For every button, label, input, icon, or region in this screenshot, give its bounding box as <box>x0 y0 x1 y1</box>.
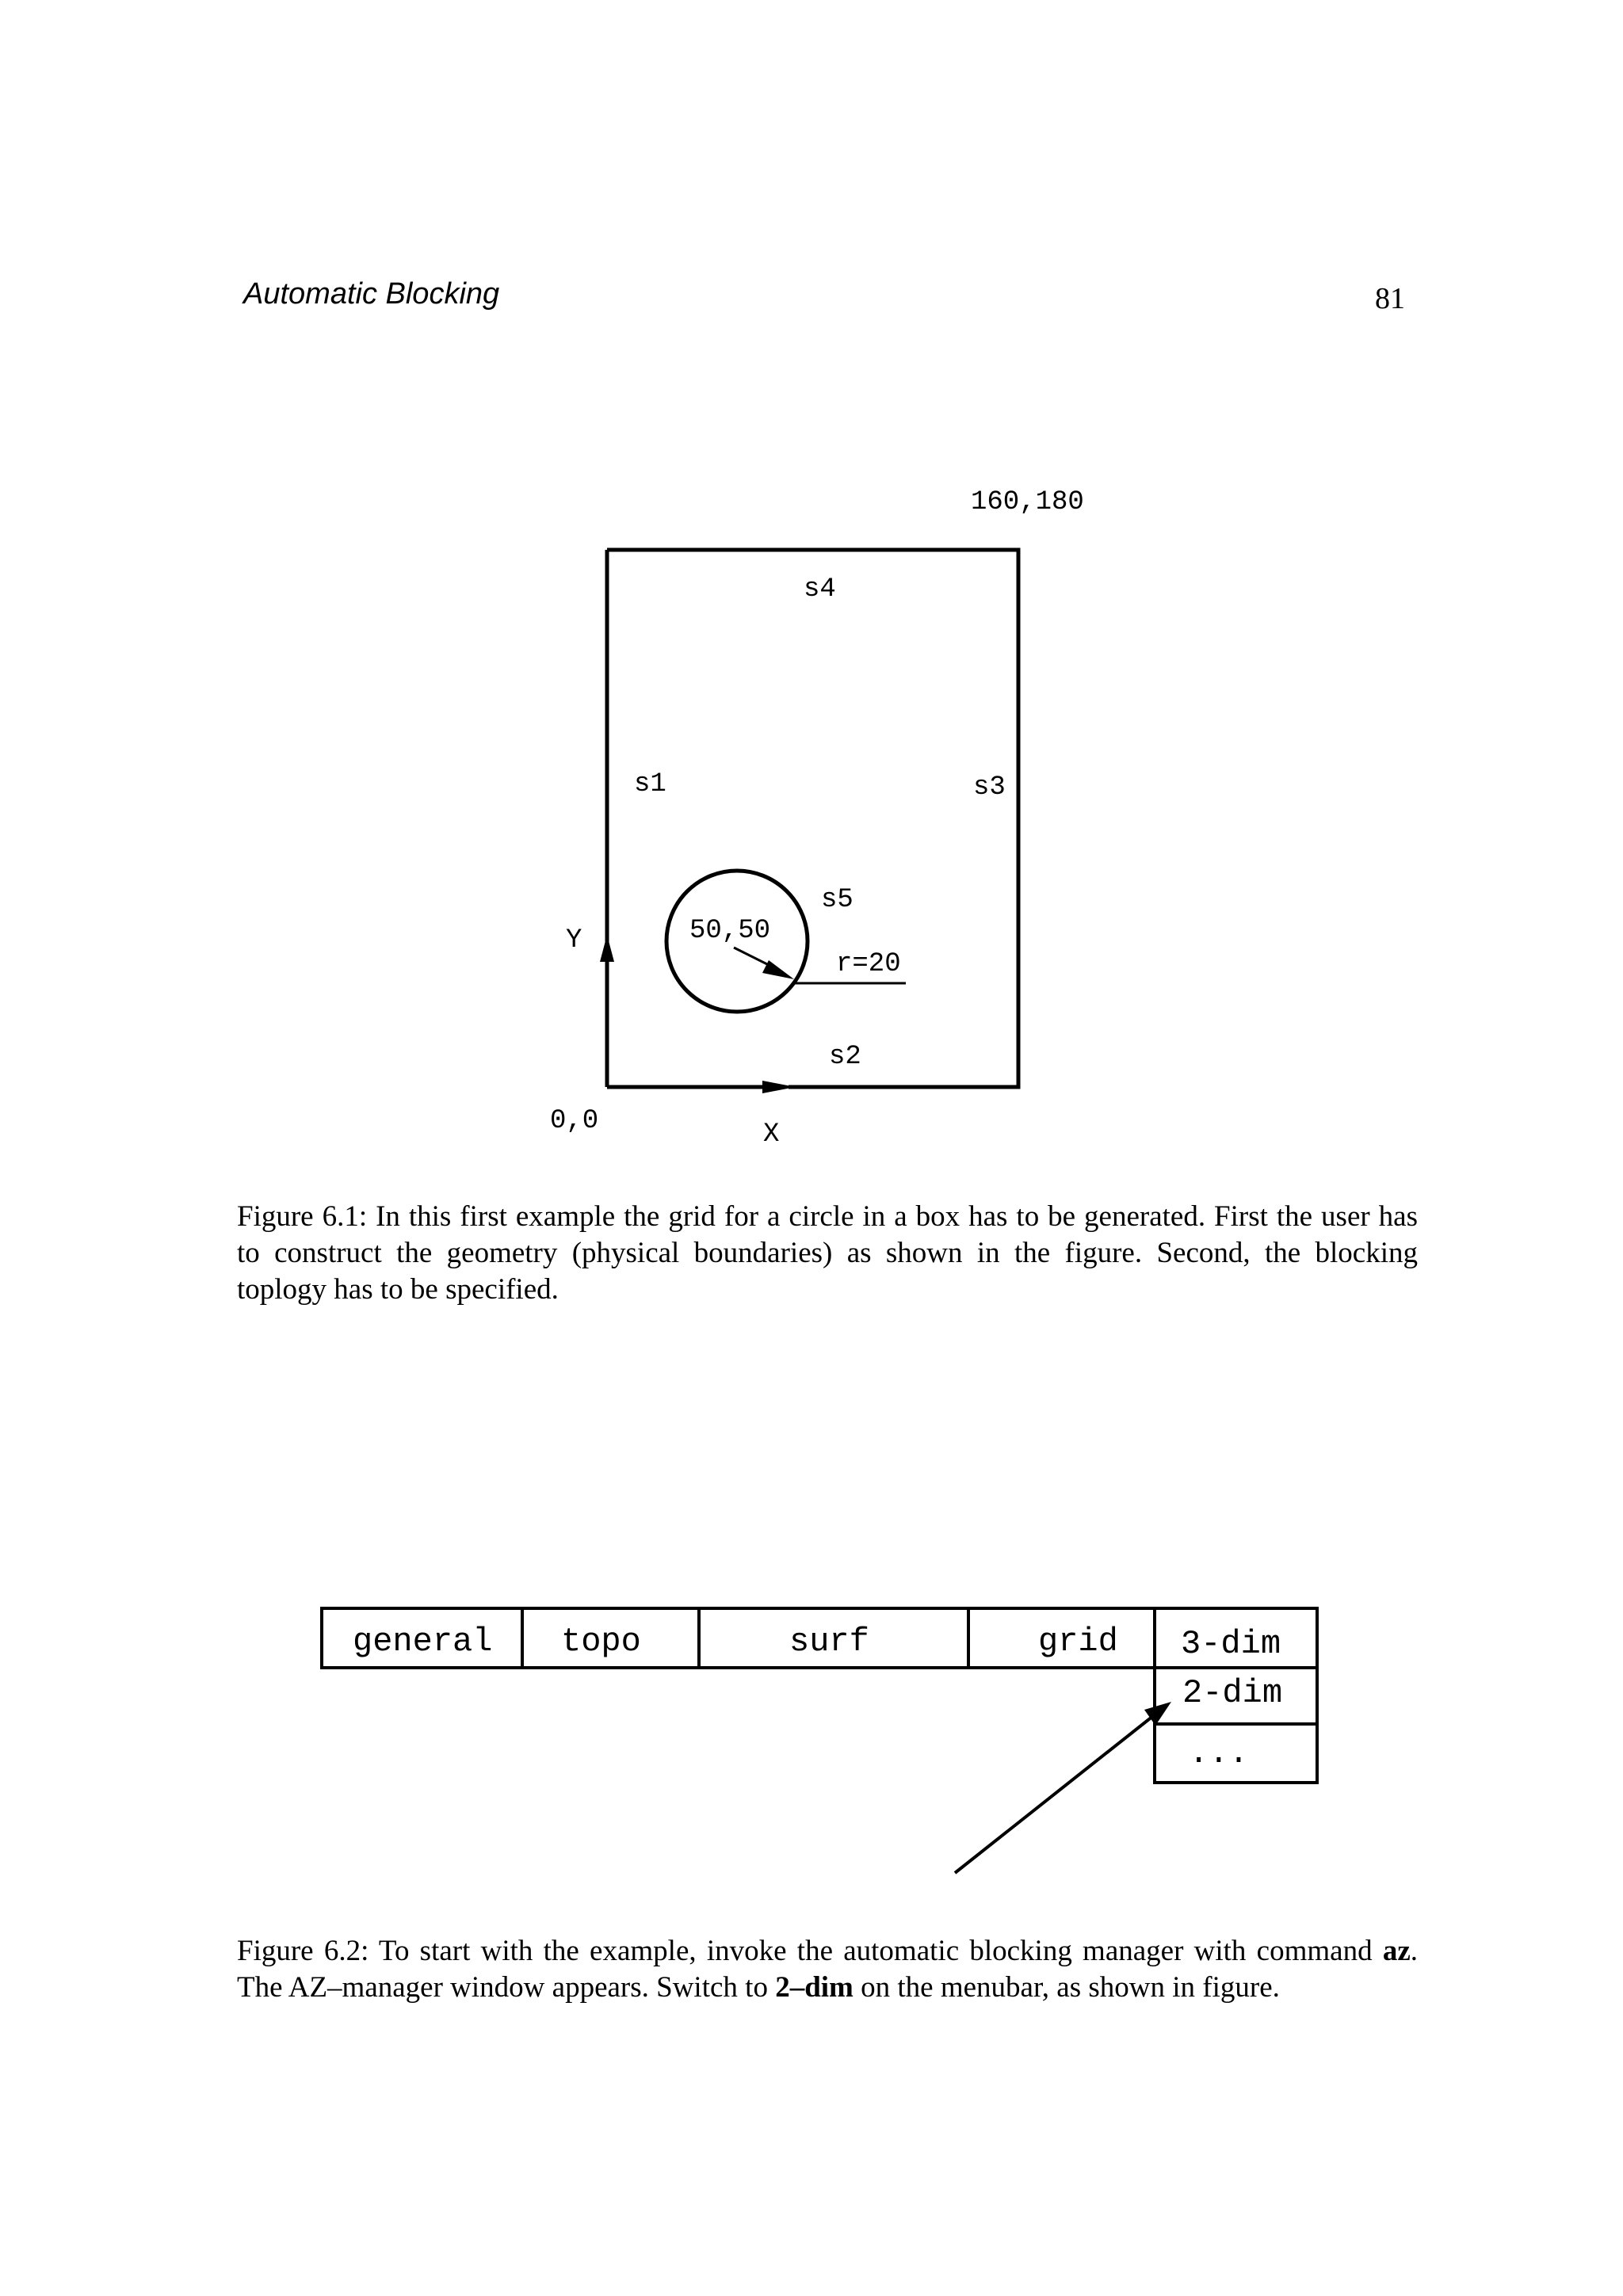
menu-topo[interactable]: topo <box>561 1623 641 1661</box>
caption-text-2: . The AZ–manager window appears. Switch to <box>237 1935 1418 2004</box>
caption-command: az <box>1382 1935 1411 1967</box>
running-header: Automatic Blocking <box>243 277 500 311</box>
label-s1: s1 <box>634 769 666 799</box>
figure-6-1-caption: Figure 6.1: In this first example the grid for a circle in a box has to be generated. First the user has to construct the geometry (physical boundaries) as shown in the figure. Second, the blocking toplogy has to be specified. <box>237 1200 1418 1306</box>
label-s5: s5 <box>821 885 854 915</box>
menu-general[interactable]: general <box>353 1623 493 1661</box>
label-radius: r=20 <box>836 949 901 979</box>
figure-6-2-caption <box>237 1933 1418 2006</box>
pointer-arrow-line <box>955 1713 1157 1873</box>
menu-surf[interactable]: surf <box>789 1623 869 1661</box>
page-number: 81 <box>1375 282 1405 315</box>
menu-grid[interactable]: grid <box>1038 1623 1118 1661</box>
label-y-axis: Y <box>566 925 582 955</box>
dropdown-more[interactable]: ... <box>1189 1734 1249 1772</box>
menu-3-dim[interactable]: 3-dim <box>1181 1625 1281 1663</box>
caption-text-1: Figure 6.2: To start with the example, invoke the automatic blocking manager with command <box>237 1935 1383 1967</box>
label-origin: 0,0 <box>550 1106 599 1136</box>
label-x-axis: X <box>763 1119 780 1150</box>
dropdown-2-dim[interactable]: 2-dim <box>1182 1674 1283 1712</box>
box-top-right <box>607 550 1018 1087</box>
label-center: 50,50 <box>689 916 771 946</box>
caption-text-3: on the menubar, as shown in figure. <box>853 1971 1280 2004</box>
pointer-arrowhead <box>1144 1702 1171 1726</box>
caption-target: 2–dim <box>775 1971 854 2004</box>
label-s4: s4 <box>804 574 836 605</box>
label-s3: s3 <box>973 772 1006 803</box>
label-s2: s2 <box>829 1042 861 1072</box>
label-top-right: 160,180 <box>971 487 1084 517</box>
